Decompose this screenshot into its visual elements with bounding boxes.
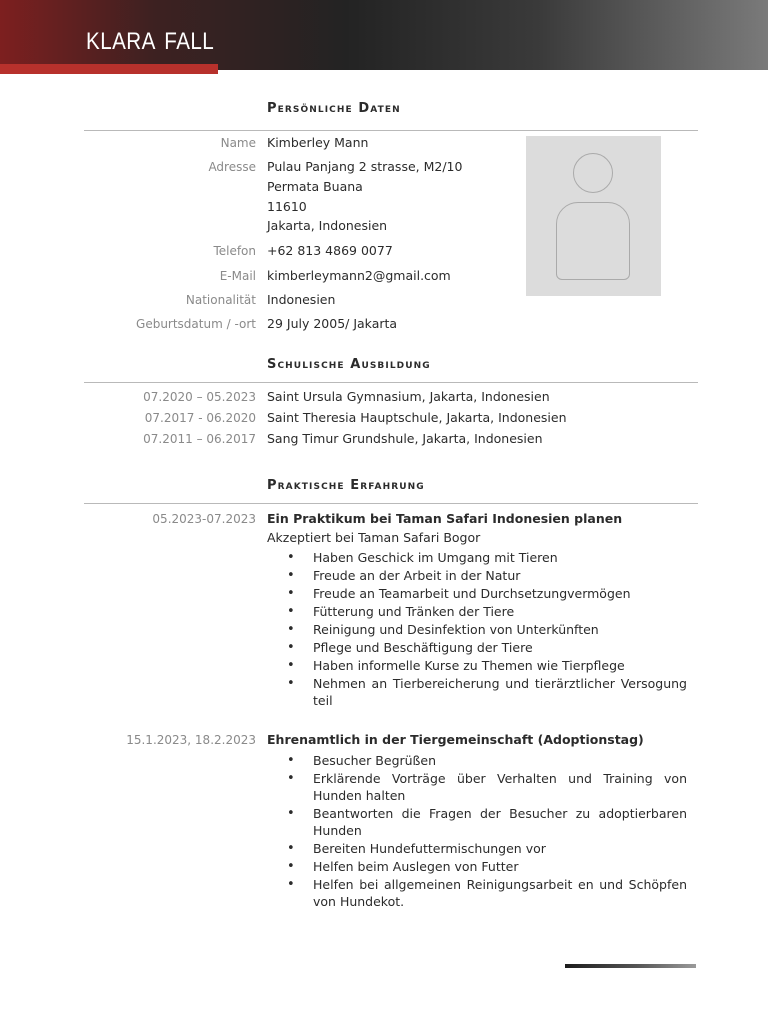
profile-photo-placeholder [526,136,661,296]
list-item: • Freude an der Arbeit in der Natur [267,567,687,584]
label-name: Name [220,136,256,150]
list-item: • Haben informelle Kurse zu Themen wie Tierpflege [267,657,687,674]
value-address-line-3: 11610 [267,199,307,214]
value-phone: +62 813 4869 0077 [267,243,393,258]
education-school: Saint Theresia Hauptschule, Jakarta, Indonesien [267,410,567,425]
value-address-line-4: Jakarta, Indonesien [267,218,388,233]
experience-period: 05.2023-07.2023 [152,512,256,526]
avatar-head-icon [573,153,613,193]
footer-accent-bar [565,964,696,968]
value-address-line-2: Permata Buana [267,179,363,194]
list-item: • Freude an Teamarbeit und Durchsetzungvermögen [267,585,687,602]
label-email: E-Mail [219,269,256,283]
list-item: • Besucher Begrüßen [267,752,687,769]
header-banner [0,0,768,70]
value-birth: 29 July 2005/ Jakarta [267,316,398,331]
list-item: • Pflege und Beschäftigung der Tiere [267,639,687,656]
list-item: • Fütterung und Tränken der Tiere [267,603,687,620]
experience-role: Ein Praktikum bei Taman Safari Indonesien planen [267,511,623,526]
section-title-education: Schulische Ausbildung [267,357,431,372]
education-period: 07.2017 - 06.2020 [144,411,256,425]
section-divider [84,382,698,383]
label-birth: Geburtsdatum / -ort [136,317,256,331]
label-address: Adresse [208,160,256,174]
section-divider [84,503,698,504]
value-name: Kimberley Mann [267,135,369,150]
list-item: • Nehmen an Tierbereicherung und tierärztlicher Versogung teil [267,675,687,709]
label-nationality: Nationalität [185,293,256,307]
list-item: • Beantworten die Fragen der Besucher zu adoptierbaren Hunden [267,805,687,839]
value-address-line-1: Pulau Panjang 2 strasse, M2/10 [267,159,463,174]
education-school: Saint Ursula Gymnasium, Jakarta, Indonesien [267,389,550,404]
cv-owner-name: KLARA FALL [86,28,215,55]
list-item: • Reinigung und Desinfektion von Unterkünften [267,621,687,638]
education-period: 07.2020 – 05.2023 [143,390,256,404]
list-item: • Bereiten Hundefuttermischungen vor [267,840,687,857]
value-email: kimberleymann2@gmail.com [267,268,451,283]
experience-role: Ehrenamtlich in der Tiergemeinschaft (Adoptionstag) [267,732,644,747]
header-accent-bar [0,64,218,74]
label-phone: Telefon [213,244,256,258]
value-nationality: Indonesien [267,292,336,307]
experience-task-list [267,752,687,911]
experience-task-list [267,549,687,710]
education-period: 07.2011 – 06.2017 [143,432,256,446]
section-divider [84,130,698,131]
list-item: • Helfen bei allgemeinen Reinigungsarbeit en und Schöpfen von Hundekot. [267,876,687,910]
experience-organization: Akzeptiert bei Taman Safari Bogor [267,530,481,545]
avatar-body-icon [556,202,630,280]
section-title-personal: Persönliche Daten [267,101,401,116]
list-item: • Erklärende Vorträge über Verhalten und Training von Hunden halten [267,770,687,804]
section-title-experience: Praktische Erfahrung [267,478,425,493]
education-school: Sang Timur Grundshule, Jakarta, Indonesien [267,431,543,446]
experience-period: 15.1.2023, 18.2.2023 [126,733,256,747]
list-item: • Helfen beim Auslegen von Futter [267,858,687,875]
list-item: • Haben Geschick im Umgang mit Tieren [267,549,687,566]
